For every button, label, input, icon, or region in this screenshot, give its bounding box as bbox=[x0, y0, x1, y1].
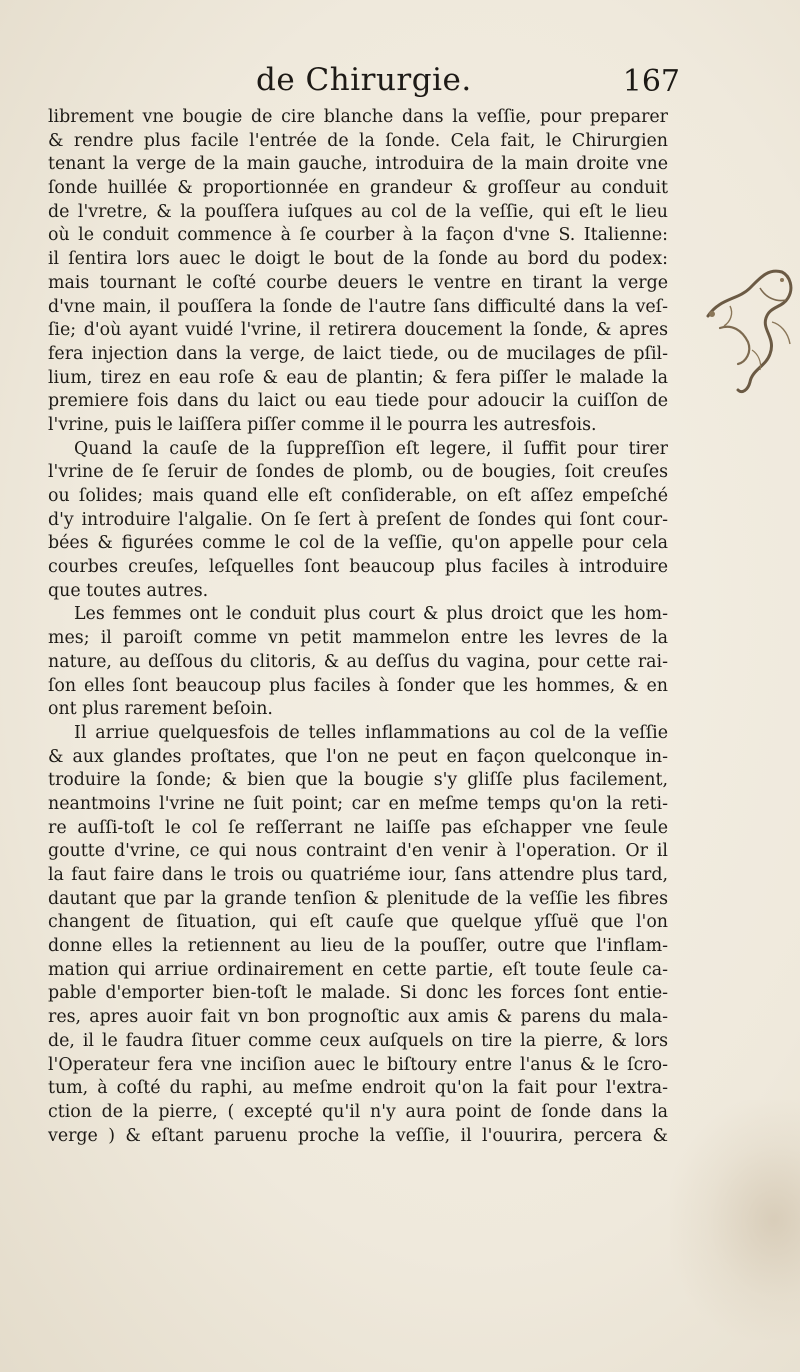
paragraph-start-line: Les femmes ont le conduit plus court & plus droict que les hom- bbox=[74, 604, 668, 625]
text-line: ſie; d'où ayant vuidé l'vrine, il retirera doucement la ſonde, & apres bbox=[48, 320, 668, 341]
text-line: mes; il paroiſt comme vn petit mammelon entre les levres de la bbox=[48, 628, 668, 649]
text-line: re auſſi-toſt le col ſe reſſerrant ne laiſſe pas eſchapper vne ſeule bbox=[48, 817, 668, 838]
text-line: bées & figurées comme le col de la veſſie, qu'on appelle pour cela bbox=[48, 533, 668, 554]
paper-stain bbox=[670, 1100, 800, 1340]
text-line: ſon elles ſont beaucoup plus faciles à ſonder que les hommes, & en bbox=[48, 675, 668, 696]
text-line: dautant que par la grande tenſion & plenitude de la veſſie les fibres bbox=[48, 888, 668, 909]
text-line: l'vrine, puis le laiſſera piſſer comme il le pourra les autresfois. bbox=[48, 414, 597, 435]
text-line: verge ) & eſtant paruenu proche la veſſie, il l'ouurira, percera & bbox=[48, 1125, 668, 1146]
text-line: lium, tirez en eau roſe & eau de plantin; & fera piſſer le malade la bbox=[48, 367, 668, 388]
text-line: mation qui arriue ordinairement en cette partie, eſt toute ſeule ca- bbox=[48, 959, 668, 980]
text-line: neantmoins l'vrine ne ſuit point; car en meſme temps qu'on la reti- bbox=[48, 793, 668, 814]
text-line: premiere fois dans du laict ou eau tiede pour adoucir la cuiſſon de bbox=[48, 391, 668, 412]
text-line: où le conduit commence à ſe courber à la façon d'vne S. Italienne: bbox=[48, 225, 668, 246]
text-line: fera injection dans la verge, de laict tiede, ou de mucilages de pſil- bbox=[48, 343, 668, 364]
text-line: de l'vretre, & la pouſſera iuſques au col de la veſſie, qui eſt le lieu bbox=[48, 201, 668, 222]
text-line: d'vne main, il pouſſera la ſonde de l'autre ſans difficulté dans la veſ- bbox=[48, 296, 668, 317]
text-line: & aux glandes proſtates, que l'on ne peut en façon quelconque in- bbox=[48, 746, 668, 767]
text-line: troduire la ſonde; & bien que la bougie s'y gliſſe plus facilement, bbox=[48, 770, 668, 791]
text-line: pable d'emporter bien-toſt le malade. Si donc les forces ſont entie- bbox=[48, 983, 668, 1004]
running-head bbox=[48, 62, 680, 106]
anatomical-engraving-fragment bbox=[690, 258, 800, 398]
text-line: de, il le faudra ſituer comme ceux auſquels on tire la pierre, & lors bbox=[48, 1030, 668, 1051]
paragraph-start-line: Il arriue quelquesfois de telles inflammations au col de la veſſie bbox=[74, 722, 668, 743]
text-line: l'vrine de ſe ſeruir de ſondes de plomb, ou de bougies, ſoit creuſes bbox=[48, 462, 668, 483]
text-line: mais tournant le coſté courbe deuers le ventre en tirant la verge bbox=[48, 272, 668, 293]
text-line: ſonde huillée & proportionnée en grandeur & groſſeur au conduit bbox=[48, 178, 668, 199]
text-line: donne elles la retiennent au lieu de la pouſſer, outre que l'inflam- bbox=[48, 936, 668, 957]
page-number: 167 bbox=[622, 64, 680, 99]
text-line: tum, à coſté du raphi, au meſme endroit qu'on la fait pour l'extra- bbox=[48, 1078, 668, 1099]
paragraph-start-line: Quand la cauſe de la ſuppreſſion eſt legere, il ſuffit pour tirer bbox=[74, 438, 668, 459]
text-line: ction de la pierre, ( excepté qu'il n'y aura point de ſonde dans la bbox=[48, 1101, 668, 1122]
text-line: l'Operateur fera vne inciſion auec le biſtoury entre l'anus & le ſcro- bbox=[48, 1054, 668, 1075]
text-line: res, apres auoir fait vn bon prognoſtic aux amis & parens du mala- bbox=[48, 1007, 668, 1028]
text-line: changent de ſituation, qui eſt cauſe que quelque yſſuë que l'on bbox=[48, 912, 668, 933]
text-line: librement vne bougie de cire blanche dans la veſſie, pour preparer bbox=[48, 107, 668, 127]
text-line: tenant la verge de la main gauche, introduira de la main droite vne bbox=[48, 154, 668, 175]
text-line: que toutes autres. bbox=[48, 580, 209, 601]
text-line: il ſentira lors auec le doigt le bout de la ſonde au bord du podex: bbox=[48, 249, 668, 270]
text-line: courbes creuſes, leſquelles ſont beaucoup plus faciles à introduire bbox=[48, 557, 668, 578]
text-line: la faut faire dans le trois ou quatriéme iour, ſans attendre plus tard, bbox=[48, 865, 668, 885]
text-line: ou ſolides; mais quand elle eſt conſiderable, on eſt aſſez empeſché bbox=[48, 486, 668, 506]
text-line: d'y introduire l'algalie. On ſe ſert à preſent de ſondes qui ſont cour- bbox=[48, 509, 668, 530]
body-text bbox=[48, 106, 668, 1148]
text-line: nature, au deſſous du clitoris, & au deſſus du vagina, pour cette rai- bbox=[48, 651, 668, 672]
text-line: ont plus rarement beſoin. bbox=[48, 699, 273, 720]
running-title: de Chirurgie. bbox=[256, 62, 472, 98]
text-line: goutte d'vrine, ce qui nous contraint d'en venir à l'operation. Or il bbox=[48, 841, 668, 862]
text-line: & rendre plus facile l'entrée de la ſonde. Cela fait, le Chirurgien bbox=[48, 130, 668, 151]
